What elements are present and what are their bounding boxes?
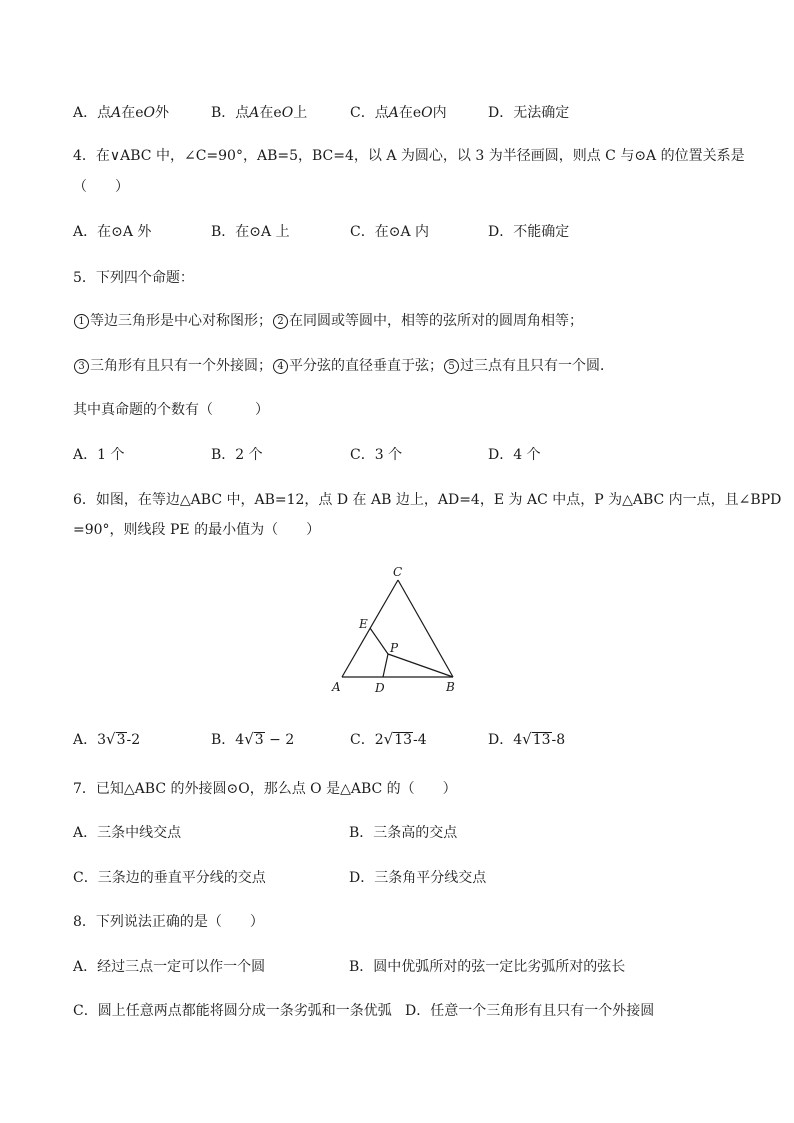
q6-option-c: C．2 √ 13 -4 xyxy=(350,730,427,748)
q7-stem: 7．已知△ABC 的外接圆⊙O，那么点 O 是△ABC 的（ ） xyxy=(73,781,457,797)
q7-option-b: B．三条高的交点 xyxy=(349,825,458,841)
circled-3-mark: 3 xyxy=(74,359,89,374)
label-a: A xyxy=(332,680,341,694)
q5-option-c: C．3 个 xyxy=(350,447,403,463)
q7-option-c: C．三条边的垂直平分线的交点 xyxy=(73,870,266,886)
label-c: C xyxy=(393,565,403,579)
q8-option-a: A．经过三点一定可以作一个圆 xyxy=(73,959,266,975)
triangle-diagram xyxy=(328,562,464,700)
q6-option-d: D．4 √ 13 -8 xyxy=(488,730,566,748)
label-e: E xyxy=(359,617,368,631)
q4-paren: （ ） xyxy=(73,179,129,195)
q7-option-a: A．三条中线交点 xyxy=(73,825,182,841)
segment-pd xyxy=(383,654,388,677)
q4-option-b: B．在⊙A 上 xyxy=(211,224,290,240)
q5-option-a: A．1 个 xyxy=(73,447,125,463)
q3-option-d: D．无法确定 xyxy=(488,105,570,121)
q5-line1: 1 等边三角形是中心对称图形； 2 在同圆或等圆中，相等的弦所对的圆周角相等； xyxy=(73,311,583,331)
q5-stem: 5．下列四个命题： xyxy=(73,270,194,286)
q8-option-c: C．圆上任意两点都能将圆分成一条劣弧和一条优弧 xyxy=(73,1003,392,1019)
q5-line2: 3 三角形有且只有一个外接圆； 4 平分弦的直径垂直于弦； 5 过三点有且只有一个圆． xyxy=(73,356,614,376)
q3-option-b: B．点A在eO上 xyxy=(211,105,308,121)
label-b: B xyxy=(446,680,455,694)
q6-stem-line2: =90°，则线段 PE 的最小值为（ ） xyxy=(73,522,321,538)
label-p: P xyxy=(390,641,399,655)
q4-option-c: C．在⊙A 内 xyxy=(350,224,430,240)
label-d: D xyxy=(375,681,385,695)
q5-option-b: B．2 个 xyxy=(211,447,263,463)
q3-option-c: C．点A在eO内 xyxy=(350,105,447,121)
q7-option-d: D．三条角平分线交点 xyxy=(349,870,487,886)
q5-question: 其中真命题的个数有（ ） xyxy=(73,402,269,418)
q6-option-b: B．4 √ 3 − 2 xyxy=(211,730,295,748)
circled-5-mark: 5 xyxy=(444,359,459,374)
q6-stem-line1: 6．如图，在等边△ABC 中，AB=12，点 D 在 AB 边上，AD=4，E 为 AC 中点，P 为△ABC 内一点，且∠BPD xyxy=(73,492,782,508)
q8-stem: 8．下列说法正确的是（ ） xyxy=(73,914,264,930)
q4-option-d: D．不能确定 xyxy=(488,224,570,240)
circled-4-mark: 4 xyxy=(273,359,288,374)
q8-option-b: B．圆中优弧所对的弦一定比劣弧所对的弦长 xyxy=(349,959,626,975)
q4-stem: 4．在∨ABC 中，∠C=90°，AB=5，BC=4，以 A 为圆心，以 3 为半径画圆，则点 C 与⊙A 的位置关系是 xyxy=(73,148,745,164)
side-bc xyxy=(398,580,453,677)
q6-option-a: A．3 √ 3 -2 xyxy=(73,730,141,748)
segment-pb xyxy=(388,654,453,677)
q4-option-a: A．在⊙A 外 xyxy=(73,224,152,240)
circled-2-mark: 2 xyxy=(273,314,288,329)
circled-1-mark: 1 xyxy=(74,314,89,329)
q8-option-d: D．任意一个三角形有且只有一个外接圆 xyxy=(405,1003,655,1019)
q3-option-a: A．点A在eO外 xyxy=(73,105,170,121)
segment-ep xyxy=(370,628,388,654)
q5-option-d: D．4 个 xyxy=(488,447,541,463)
